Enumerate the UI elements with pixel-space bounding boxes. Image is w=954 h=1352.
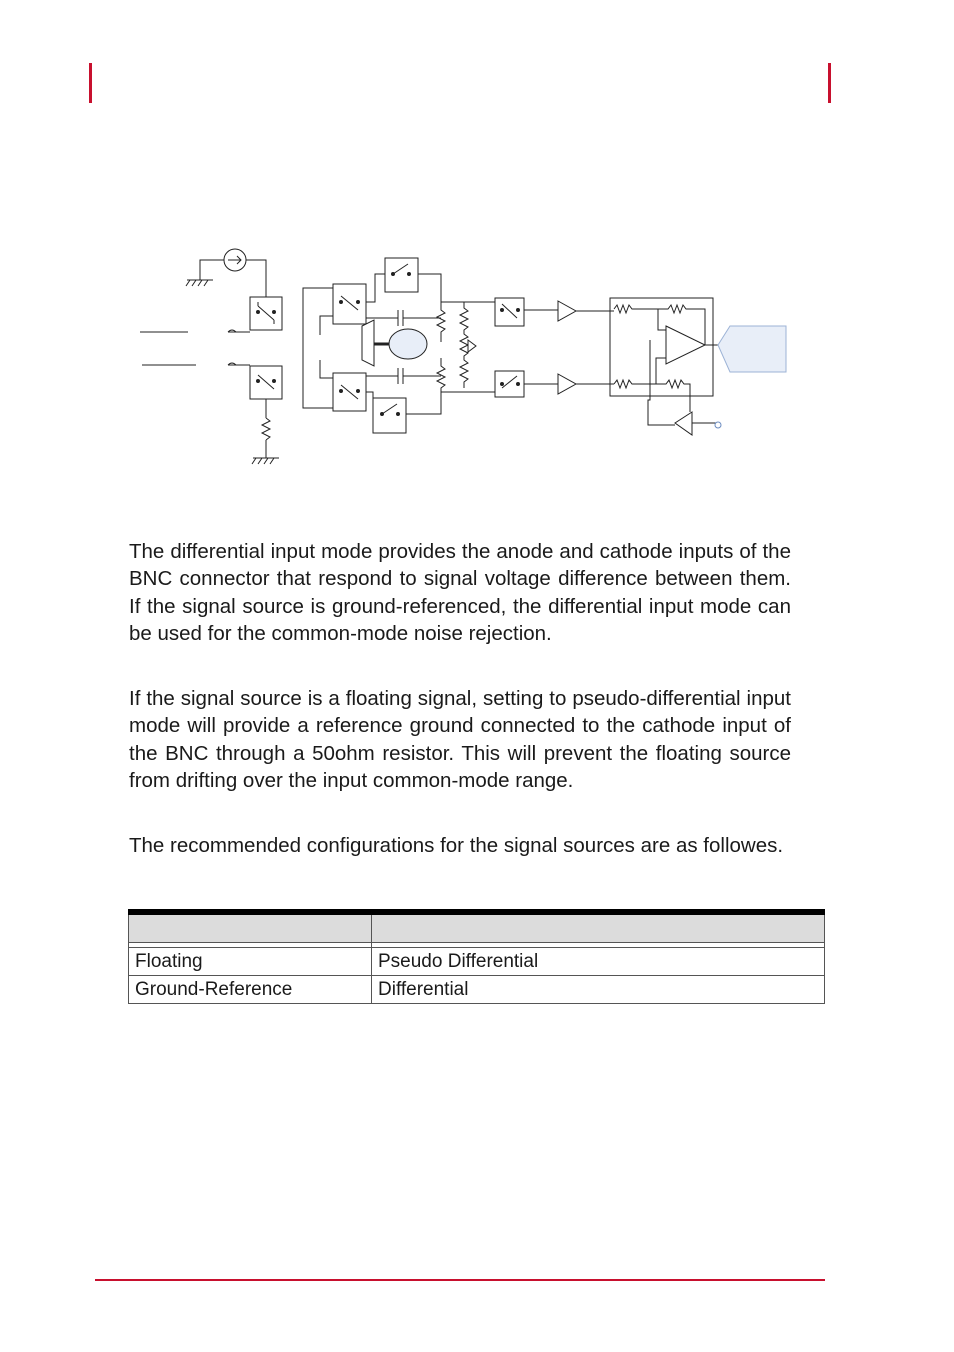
resistor-icon-diff-top-in <box>614 305 658 313</box>
ground-icon-bottom <box>252 458 279 464</box>
reference-arrow-icon <box>468 340 476 352</box>
paragraph-floating: If the signal source is a floating signal, setting to pseudo-differential input mode will provide a reference ground connected to the cathode input of the BNC through a 50ohm resistor. This will prevent the floating source from drifting over the input common-mode range. <box>129 687 791 793</box>
buffer-amp-icon-bottom <box>558 374 576 394</box>
relay-switch-icon-bottom-left <box>250 366 282 399</box>
paragraph-recommended: The recommended configurations for the signal sources are as followes. <box>129 834 784 857</box>
table-cell: Differential <box>372 976 825 1004</box>
relay-switch-icon-right-top <box>495 298 524 326</box>
table-row <box>129 948 825 976</box>
resistor-icon-ladder-right <box>460 302 468 388</box>
paragraph-differential: The differential input mode provides the anode and cathode inputs of the BNC connector that respond to signal voltage difference between them. If the signal source is ground-referenced, the differential input mode can be used for the common-mode noise rejection. <box>129 540 791 646</box>
capacitor-icon-top <box>366 310 441 326</box>
capacitor-icon-bottom <box>366 368 441 384</box>
switch-icon-bottom-bypass <box>373 398 406 433</box>
table-header-cell <box>129 912 372 943</box>
table-header-cell <box>372 912 825 943</box>
resistor-icon-ladder-left-top <box>437 302 445 342</box>
footer-rule <box>95 1279 825 1281</box>
header-mark-left <box>89 63 92 103</box>
relay-coil-icon <box>362 320 427 366</box>
ref-buffer-icon <box>675 412 692 435</box>
switch-icon-top-bypass <box>385 258 418 292</box>
table-cell: Pseudo Differential <box>372 948 825 976</box>
relay-switch-icon-middle-top <box>333 284 366 324</box>
relay-switch-icon-right-bottom <box>495 371 524 397</box>
resistor-icon-ground-leg <box>262 418 270 440</box>
current-source-icon <box>224 249 246 271</box>
table-row <box>129 976 825 1004</box>
buffer-amp-icon-top <box>558 301 576 321</box>
table-header-row <box>129 912 825 943</box>
ref-terminal-icon <box>715 422 721 428</box>
header-mark-right <box>828 63 831 103</box>
table-cell: Ground-Reference <box>129 976 372 1004</box>
table-cell: Floating <box>129 948 372 976</box>
ground-icon-top <box>186 280 213 286</box>
config-table <box>128 909 825 1004</box>
relay-switch-icon-top-left <box>250 297 282 330</box>
relay-switch-icon-middle-bottom <box>333 373 366 411</box>
diff-amp-icon <box>666 326 705 364</box>
input-circuit-diagram <box>130 240 810 480</box>
output-arrow-box <box>718 326 786 372</box>
